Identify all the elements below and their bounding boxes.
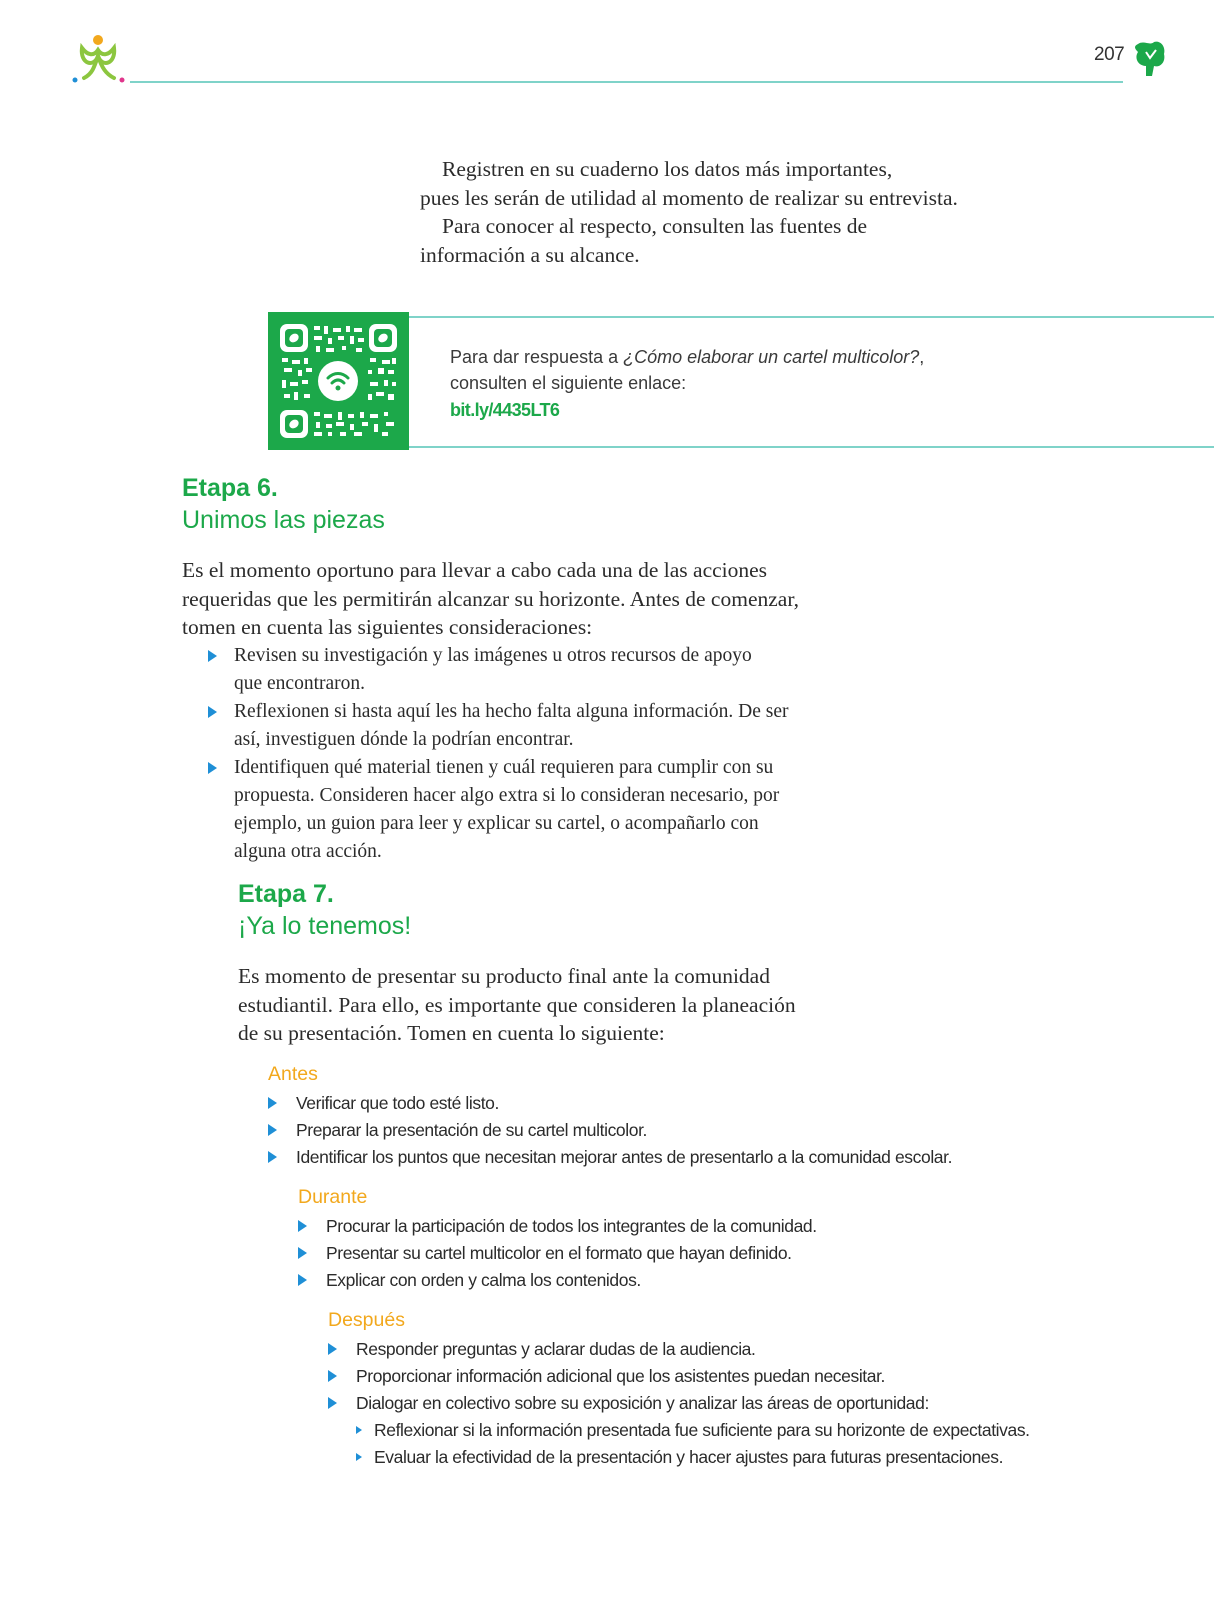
- antes-label: Antes: [268, 1063, 318, 1085]
- item-line: Revisen su investigación y las imágenes u otros recursos de apoyo: [234, 645, 752, 666]
- intro-line: pues les serán de utilidad al momento de realizar su entrevista.: [420, 185, 958, 210]
- qr-resource-box: [268, 312, 1214, 450]
- despues-list: [328, 1336, 1030, 1471]
- bullet-arrow-icon: [268, 1151, 277, 1163]
- paragraph-line: Es momento de presentar su producto final ante la comunidad: [238, 964, 770, 988]
- bullet-arrow-icon: [328, 1397, 337, 1409]
- qr-text-comma: ,: [919, 347, 925, 367]
- antes-list: [268, 1090, 952, 1171]
- item-text: Responder preguntas y aclarar dudas de la audiencia.: [356, 1339, 756, 1359]
- bullet-arrow-icon: [208, 650, 217, 662]
- stage6-title: Unimos las piezas: [182, 506, 385, 534]
- durante-list: [298, 1213, 817, 1294]
- list-item: [298, 1213, 817, 1240]
- community-emblem-icon: [1132, 38, 1168, 78]
- intro-line: Para conocer al respecto, consulten las fuentes de: [442, 214, 868, 238]
- list-item: [208, 754, 868, 866]
- bullet-arrow-icon: [328, 1370, 337, 1382]
- sub-bullet-arrow-icon: [356, 1426, 362, 1434]
- paragraph-line: Es el momento oportuno para llevar a cabo cada una de las acciones: [182, 558, 768, 582]
- bullet-arrow-icon: [208, 706, 217, 718]
- list-item: [328, 1390, 1030, 1471]
- list-item: [208, 698, 868, 754]
- qr-text-question: ¿Cómo elaborar un cartel multicolor?: [623, 347, 920, 367]
- bullet-arrow-icon: [298, 1247, 307, 1259]
- item-text: Evaluar la efectividad de la presentación y hacer ajustes para futuras presentaciones.: [374, 1447, 1004, 1467]
- item-line: propuesta. Consideren hacer algo extra si lo consideran necesario, por: [234, 785, 780, 806]
- bullet-arrow-icon: [208, 762, 217, 774]
- list-item: [268, 1117, 952, 1144]
- intro-paragraph: [420, 155, 1020, 269]
- bullet-arrow-icon: [268, 1124, 277, 1136]
- item-line: que encontraron.: [234, 673, 366, 694]
- despues-sublist: [356, 1417, 1030, 1471]
- item-text: Identificar los puntos que necesitan mejorar antes de presentarlo a la comunidad escolar.: [296, 1147, 953, 1167]
- stage7-heading: [238, 878, 411, 942]
- paragraph-line: estudiantil. Para ello, es importante que consideren la planeación: [238, 992, 796, 1017]
- stage6-number: Etapa 6.: [182, 474, 278, 502]
- sub-list-item: [356, 1444, 1030, 1471]
- list-item: [298, 1267, 817, 1294]
- list-item: [298, 1240, 817, 1267]
- qr-text-start: Para dar respuesta a: [450, 347, 624, 367]
- item-line: ejemplo, un guion para leer y explicar su cartel, o acompañarlo con: [234, 813, 759, 834]
- paragraph-line: de su presentación. Tomen en cuenta lo siguiente:: [238, 1021, 665, 1045]
- item-line: así, investiguen dónde la podrían encontrar.: [234, 729, 574, 750]
- bullet-arrow-icon: [298, 1274, 307, 1286]
- stage6-paragraph: [182, 556, 882, 642]
- list-item: [328, 1336, 1030, 1363]
- durante-label: Durante: [298, 1186, 368, 1208]
- sub-bullet-arrow-icon: [356, 1453, 362, 1461]
- item-line: Reflexionen si hasta aquí les ha hecho falta alguna información. De ser: [234, 701, 789, 722]
- bullet-arrow-icon: [298, 1220, 307, 1232]
- item-text: Dialogar en colectivo sobre su exposición y analizar las áreas de oportunidad:: [356, 1393, 929, 1413]
- item-text: Proporcionar información adicional que los asistentes puedan necesitar.: [356, 1366, 886, 1386]
- stage6-heading: [182, 472, 385, 536]
- sub-list-item: [356, 1417, 1030, 1444]
- qr-text-line2: consulten el siguiente enlace:: [450, 373, 687, 393]
- program-logo-icon: [72, 34, 126, 84]
- despues-label: Después: [328, 1309, 405, 1331]
- stage6-considerations-list: [208, 642, 868, 866]
- intro-line: información a su alcance.: [420, 242, 640, 267]
- list-item: [268, 1144, 952, 1171]
- qr-description: [450, 344, 1010, 423]
- qr-code-icon[interactable]: [278, 322, 399, 440]
- paragraph-line: requeridas que les permitirán alcanzar su horizonte. Antes de comenzar,: [182, 586, 800, 611]
- qr-background: [268, 312, 409, 450]
- stage7-title: ¡Ya lo tenemos!: [238, 912, 412, 940]
- item-text: Verificar que todo esté listo.: [296, 1093, 499, 1113]
- header-rule: [130, 81, 1123, 83]
- intro-line: Registren en su cuaderno los datos más importantes,: [442, 157, 893, 181]
- item-text: Preparar la presentación de su cartel multicolor.: [296, 1120, 648, 1140]
- stage7-paragraph: [238, 962, 918, 1048]
- qr-box-bottom-rule: [409, 446, 1214, 448]
- item-text: Reflexionar si la información presentada fue suficiente para su horizonte de expectativas.: [374, 1420, 1030, 1440]
- bullet-arrow-icon: [328, 1343, 337, 1355]
- item-text: Procurar la participación de todos los integrantes de la comunidad.: [326, 1216, 817, 1236]
- list-item: [268, 1090, 952, 1117]
- resource-link[interactable]: bit.ly/4435LT6: [450, 400, 560, 420]
- page-number: 207: [1094, 44, 1125, 65]
- item-line: alguna otra acción.: [234, 841, 382, 862]
- bullet-arrow-icon: [268, 1097, 277, 1109]
- qr-box-top-rule: [409, 316, 1214, 318]
- stage7-number: Etapa 7.: [238, 880, 334, 908]
- paragraph-line: tomen en cuenta las siguientes consideraciones:: [182, 615, 593, 639]
- item-text: Explicar con orden y calma los contenidos.: [326, 1270, 641, 1290]
- list-item: [208, 642, 868, 698]
- list-item: [328, 1363, 1030, 1390]
- item-text: Presentar su cartel multicolor en el formato que hayan definido.: [326, 1243, 792, 1263]
- item-line: Identifiquen qué material tienen y cuál requieren para cumplir con su: [234, 757, 774, 778]
